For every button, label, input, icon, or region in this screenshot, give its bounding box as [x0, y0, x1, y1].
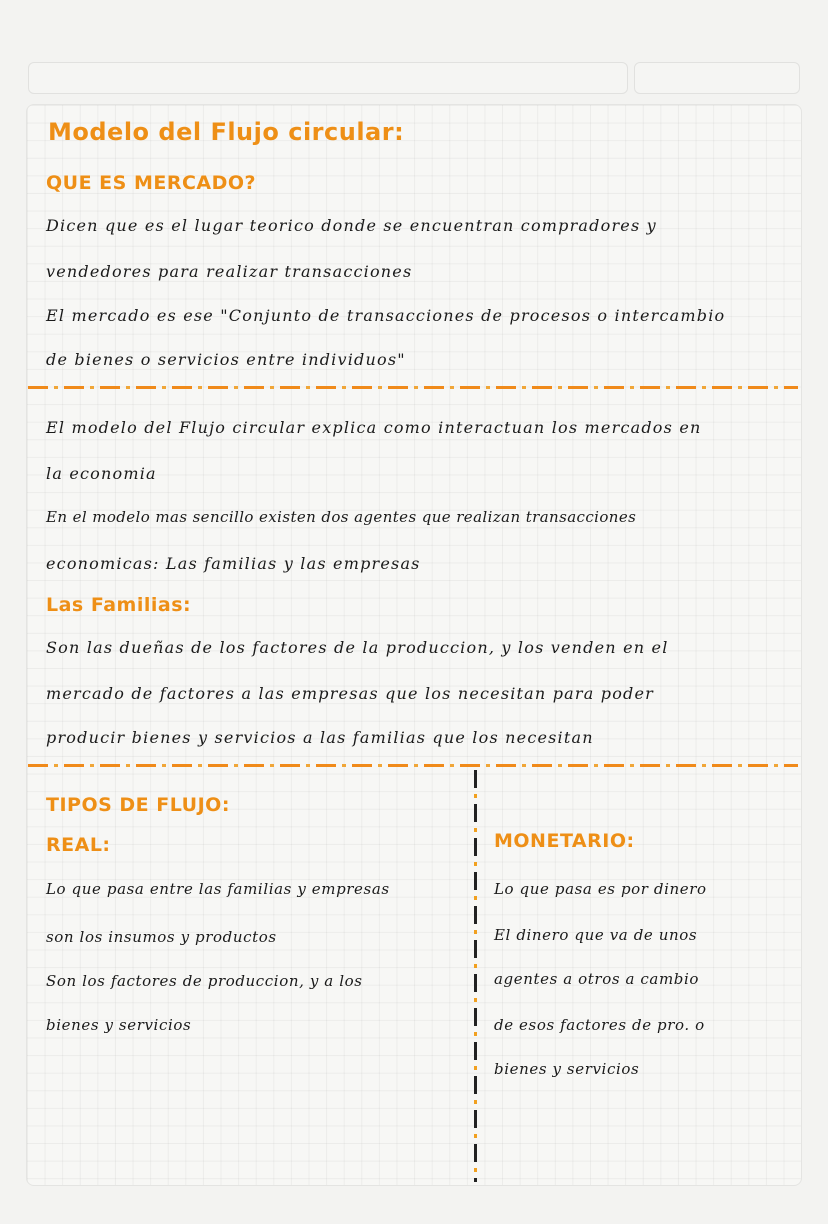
text-line: El dinero que va de unos: [494, 926, 698, 944]
text-line: mercado de factores a las empresas que los necesitan para poder: [46, 684, 654, 703]
text-line: son los insumos y productos: [46, 928, 277, 946]
text-line: bienes y servicios: [494, 1060, 640, 1078]
section-heading-familias: Las Familias:: [46, 594, 192, 616]
text-line: agentes a otros a cambio: [494, 970, 699, 988]
section-heading-mercado: QUE ES MERCADO?: [46, 172, 257, 194]
text-line: la economia: [46, 464, 157, 483]
text-line: producir bienes y servicios a las familias que los necesitan: [46, 728, 594, 747]
section-heading-monetario: MONETARIO:: [494, 830, 635, 852]
text-line: de esos factores de pro. o: [494, 1016, 705, 1034]
text-line: Lo que pasa entre las familias y empresas: [46, 880, 390, 898]
divider: [28, 386, 798, 389]
text-line: Son las dueñas de los factores de la produccion, y los venden en el: [46, 638, 669, 657]
text-line: de bienes o servicios entre individuos": [46, 350, 406, 369]
text-line: El modelo del Flujo circular explica como interactuan los mercados en: [46, 418, 702, 437]
divider: [28, 764, 798, 767]
text-line: Son los factores de produccion, y a los: [46, 972, 363, 990]
text-line: En el modelo mas sencillo existen dos agentes que realizan transacciones: [46, 508, 637, 526]
section-heading-real: REAL:: [46, 834, 111, 856]
header-field-title: [28, 62, 628, 94]
text-line: Dicen que es el lugar teorico donde se encuentran compradores y: [46, 216, 657, 235]
text-line: economicas: Las familias y las empresas: [46, 554, 421, 573]
text-line: bienes y servicios: [46, 1016, 192, 1034]
section-heading-tipos: TIPOS DE FLUJO:: [46, 794, 230, 816]
column-divider: [474, 770, 477, 1182]
header-field-date: [634, 62, 800, 94]
page-title: Modelo del Flujo circular:: [48, 118, 405, 146]
text-line: vendedores para realizar transacciones: [46, 262, 413, 281]
text-line: Lo que pasa es por dinero: [494, 880, 707, 898]
text-line: El mercado es ese "Conjunto de transacciones de procesos o intercambio: [46, 306, 726, 325]
